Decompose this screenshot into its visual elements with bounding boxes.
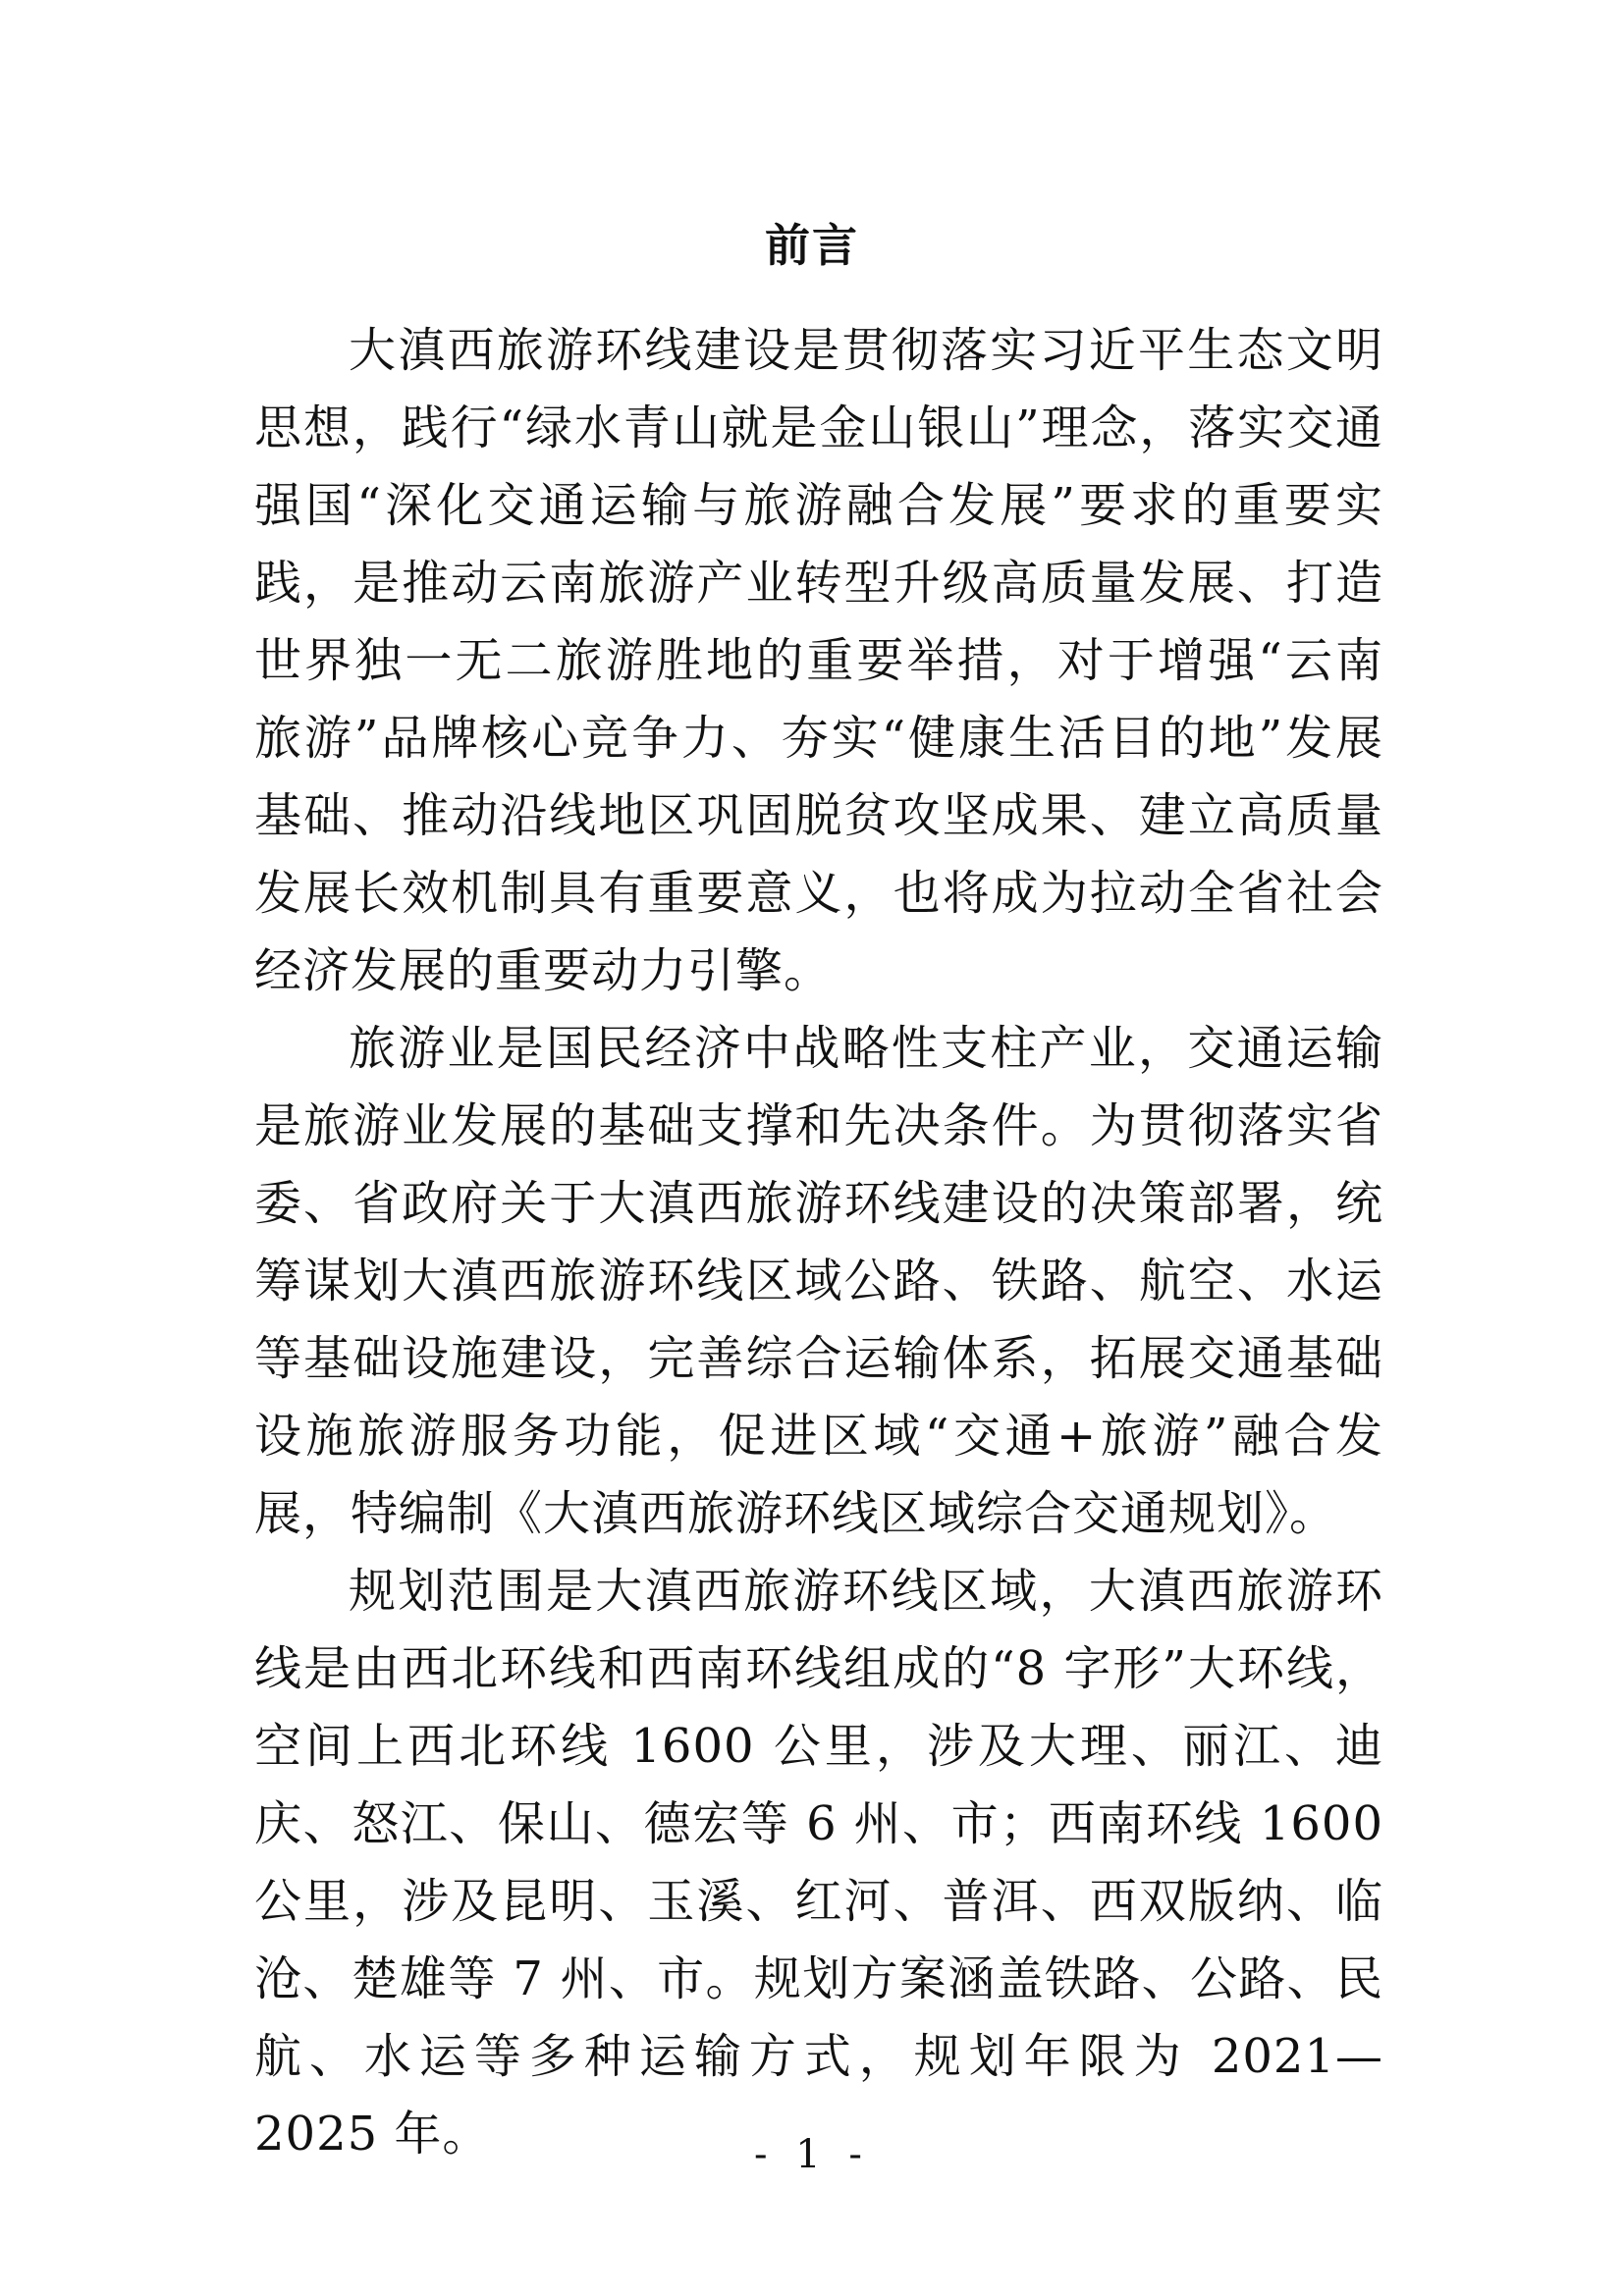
- paragraph-2: 旅游业是国民经济中战略性支柱产业，交通运输是旅游业发展的基础支撑和先决条件。为贯彻落实省委、省政府关于大滇西旅游环线建设的决策部署，统筹谋划大滇西旅游环线区域公路、铁路、航空、水运等基础设施建设，完善综合运输体系，拓展交通基础设施旅游服务功能，促进区域“交通+旅游”融合发展，特编制《大滇西旅游环线区域综合交通规划》。: [254, 1021, 1383, 1541]
- body-text: [254, 312, 1383, 2173]
- page-number: - 1 -: [754, 2132, 870, 2177]
- page-title: 前言: [765, 219, 859, 272]
- paragraph-1: 大滇西旅游环线建设是贯彻落实习近平生态文明思想，践行“绿水青山就是金山银山”理念，落实交通强国“深化交通运输与旅游融合发展”要求的重要实践，是推动云南旅游产业转型升级高质量发展、打造世界独一无二旅游胜地的重要举措，对于增强“云南旅游”品牌核心竞争力、夯实“健康生活目的地”发展基础、推动沿线地区巩固脱贫攻坚成果、建立高质量发展长效机制具有重要意义，也将成为拉动全省社会经济发展的重要动力引擎。: [254, 323, 1383, 998]
- paragraph-3: 规划范围是大滇西旅游环线区域，大滇西旅游环线是由西北环线和西南环线组成的“8 字形”大环线，空间上西北环线 1600 公里，涉及大理、丽江、迪庆、怒江、保山、德宏等 6 州、市；西南环线 1600 公里，涉及昆明、玉溪、红河、普洱、西双版纳、临沧、楚雄等 7 州、市。规划方案涵盖铁路、公路、民航、水运等多种运输方式，规划年限为 2021—2025 年。: [254, 1564, 1383, 2162]
